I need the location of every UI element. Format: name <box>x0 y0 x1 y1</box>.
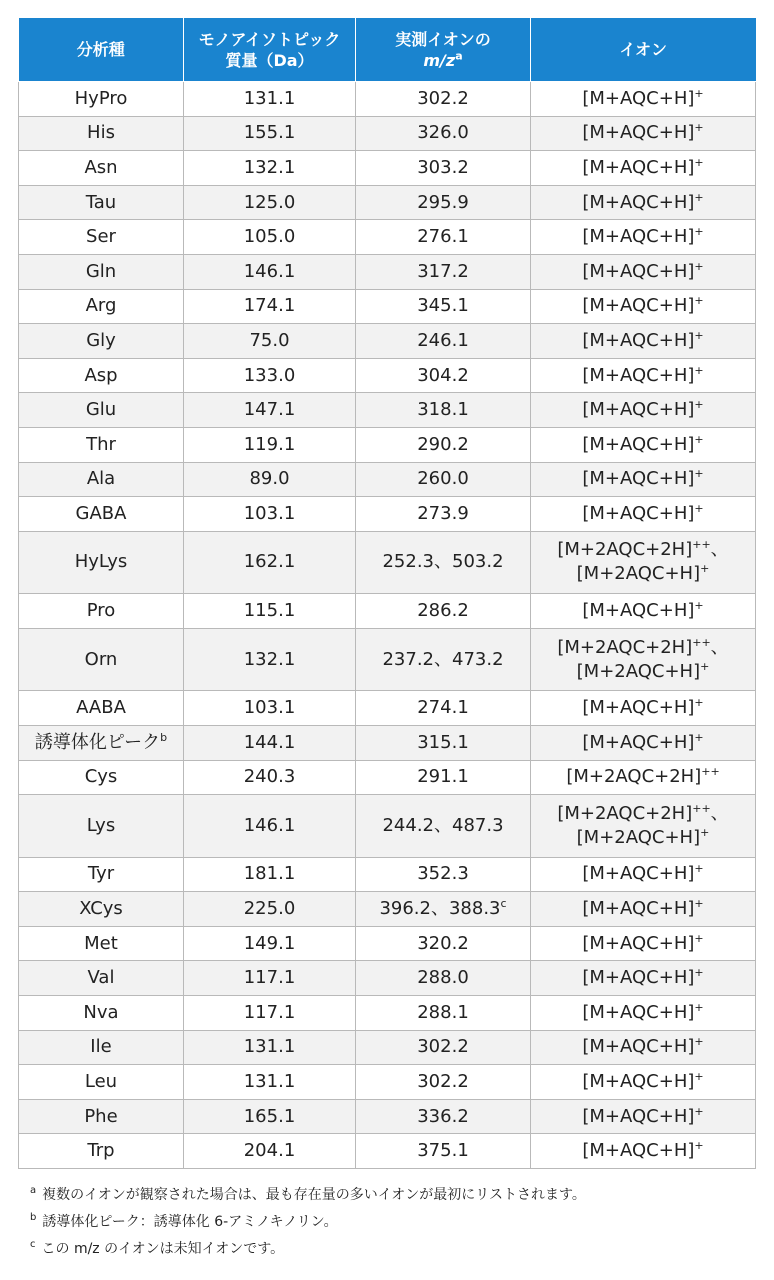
ion-formula: [M+AQC+H] <box>582 226 695 248</box>
cell-mz: 273.9 <box>356 497 531 532</box>
cell-ion <box>531 628 756 691</box>
analyte-name: HyLys <box>74 551 128 573</box>
cell-analyte <box>19 1134 184 1169</box>
ion-charge: + <box>694 966 704 980</box>
cell-ion <box>531 82 756 117</box>
cell-mass: 117.1 <box>184 995 356 1030</box>
cell-ion <box>531 324 756 359</box>
analyte-name: Gly <box>86 329 116 351</box>
analyte-name: AABA <box>76 697 126 719</box>
ion-formula: [M+AQC+H] <box>582 697 695 719</box>
cell-mass: 119.1 <box>184 427 356 462</box>
cell-analyte <box>19 725 184 760</box>
cell-mz: 291.1 <box>356 760 531 795</box>
cell-analyte <box>19 628 184 691</box>
ion-charge: + <box>694 931 704 945</box>
analyte-name: Pro <box>86 600 116 622</box>
table-row <box>19 358 756 393</box>
cell-ion <box>531 462 756 497</box>
cell-analyte <box>19 1065 184 1100</box>
cell-ion <box>531 220 756 255</box>
footnote <box>30 1240 750 1267</box>
cell-mass: 103.1 <box>184 691 356 726</box>
analyte-name: His <box>87 122 115 144</box>
ion-charge: + <box>694 328 704 342</box>
ion-charge: + <box>694 896 704 910</box>
cell-analyte <box>19 289 184 324</box>
cell-ion <box>531 289 756 324</box>
cell-mz: 290.2 <box>356 427 531 462</box>
cell-mz: 303.2 <box>356 151 531 186</box>
cell-mz: 244.2、487.3 <box>356 795 531 858</box>
ion-charge-secondary: + <box>700 659 710 673</box>
ion-formula: [M+AQC+H] <box>582 1001 695 1023</box>
ion-formula: [M+2AQC+2H] <box>566 766 702 788</box>
table-row <box>19 628 756 691</box>
footnote-mark: b <box>30 1212 37 1224</box>
cell-analyte <box>19 795 184 858</box>
ion-charge: + <box>694 730 704 744</box>
analyte-name: Glu <box>85 399 117 421</box>
ion-formula: [M+AQC+H] <box>582 731 695 753</box>
table-row <box>19 725 756 760</box>
ion-charge: + <box>694 225 704 239</box>
ion-formula: [M+2AQC+2H] <box>557 802 693 824</box>
cell-mass: 204.1 <box>184 1134 356 1169</box>
cell-analyte <box>19 427 184 462</box>
cell-ion <box>531 926 756 961</box>
header-mass-line2: 質量（Da） <box>225 50 314 70</box>
cell-analyte <box>19 1030 184 1065</box>
cell-mz: 288.0 <box>356 961 531 996</box>
cell-mz: 317.2 <box>356 254 531 289</box>
cell-mz: 315.1 <box>356 725 531 760</box>
footnote <box>30 1186 750 1213</box>
analyte-name: Cys <box>84 766 118 788</box>
ion-formula: [M+AQC+H] <box>582 260 695 282</box>
ion-charge: + <box>694 1139 704 1153</box>
header-mass-line1: モノアイソトピック <box>198 29 341 49</box>
ion-charge: + <box>694 294 704 308</box>
ion-charge: + <box>694 1069 704 1083</box>
ion-charge: + <box>694 259 704 273</box>
cell-ion <box>531 1099 756 1134</box>
ion-formula: [M+AQC+H] <box>582 87 695 109</box>
ion-charge: + <box>694 467 704 481</box>
analyte-name: Thr <box>86 433 116 455</box>
ion-formula: [M+AQC+H] <box>582 932 695 954</box>
ion-separator: 、 <box>710 802 729 824</box>
analyte-name: Ser <box>86 226 116 248</box>
ion-formula: [M+AQC+H] <box>582 863 695 885</box>
cell-analyte <box>19 760 184 795</box>
cell-mz: 288.1 <box>356 995 531 1030</box>
mz-footnote-mark: c <box>500 896 507 910</box>
footnote-mark: a <box>30 1185 37 1197</box>
cell-mass: 174.1 <box>184 289 356 324</box>
analyte-name: GABA <box>75 502 127 524</box>
cell-mz: 276.1 <box>356 220 531 255</box>
cell-mass: 132.1 <box>184 628 356 691</box>
cell-mz: 274.1 <box>356 691 531 726</box>
cell-mz: 336.2 <box>356 1099 531 1134</box>
cell-mass: 125.0 <box>184 185 356 220</box>
cell-ion <box>531 725 756 760</box>
analyte-name: Ala <box>86 468 116 490</box>
cell-mass: 165.1 <box>184 1099 356 1134</box>
cell-mz: 246.1 <box>356 324 531 359</box>
table-row <box>19 116 756 151</box>
cell-mz: 320.2 <box>356 926 531 961</box>
ion-formula: [M+AQC+H] <box>582 122 695 144</box>
ion-formula: [M+AQC+H] <box>582 502 695 524</box>
analyte-name: Leu <box>84 1070 118 1092</box>
ion-charge: + <box>694 501 704 515</box>
ion-charge: + <box>694 1104 704 1118</box>
cell-mz: 326.0 <box>356 116 531 151</box>
cell-ion <box>531 185 756 220</box>
analyte-name: Tyr <box>87 863 115 885</box>
cell-mass: 89.0 <box>184 462 356 497</box>
cell-analyte <box>19 594 184 629</box>
cell-mass: 103.1 <box>184 497 356 532</box>
ion-charge: ++ <box>692 635 711 649</box>
cell-ion <box>531 1065 756 1100</box>
cell-analyte <box>19 857 184 892</box>
ion-charge-secondary: + <box>700 825 710 839</box>
analyte-name: Asp <box>84 364 118 386</box>
cell-mz: 295.9 <box>356 185 531 220</box>
cell-mass: 240.3 <box>184 760 356 795</box>
table-row <box>19 462 756 497</box>
cell-analyte <box>19 995 184 1030</box>
ion-formula: [M+AQC+H] <box>582 897 695 919</box>
ion-formula: [M+AQC+H] <box>582 600 695 622</box>
ion-formula: [M+AQC+H] <box>582 295 695 317</box>
cell-mz: 286.2 <box>356 594 531 629</box>
table-row <box>19 795 756 858</box>
ion-charge: + <box>694 1000 704 1014</box>
cell-analyte <box>19 324 184 359</box>
footnote-text: 複数のイオンが観察された場合は、最も存在量の多いイオンが最初にリストされます。 <box>42 1187 586 1203</box>
cell-analyte <box>19 393 184 428</box>
analyte-name: Lys <box>86 814 116 836</box>
ion-formula-secondary: [M+2AQC+H] <box>576 660 701 682</box>
ion-formula: [M+AQC+H] <box>582 1105 695 1127</box>
table-row <box>19 1065 756 1100</box>
analyte-name: Tau <box>85 191 117 213</box>
ion-charge: + <box>694 86 704 100</box>
cell-analyte <box>19 1099 184 1134</box>
table-row <box>19 691 756 726</box>
cell-ion <box>531 1134 756 1169</box>
analyte-name: Nva <box>83 1001 119 1023</box>
ion-separator: 、 <box>710 539 729 561</box>
analyte-name: Met <box>84 932 118 954</box>
cell-mass: 181.1 <box>184 857 356 892</box>
table-row <box>19 254 756 289</box>
cell-ion <box>531 393 756 428</box>
header-mz-footnote-mark: a <box>455 49 463 63</box>
ion-formula: [M+2AQC+2H] <box>557 539 693 561</box>
footnotes <box>30 1186 750 1267</box>
table-row <box>19 926 756 961</box>
table-row <box>19 1030 756 1065</box>
cell-ion <box>531 531 756 594</box>
cell-analyte <box>19 82 184 117</box>
cell-mass: 131.1 <box>184 1030 356 1065</box>
header-mz-line2: m/z <box>423 50 456 70</box>
cell-mass: 105.0 <box>184 220 356 255</box>
analyte-name: Asn <box>84 156 118 178</box>
ion-charge: ++ <box>692 538 711 552</box>
cell-mass: 146.1 <box>184 254 356 289</box>
analyte-name: Val <box>87 967 115 989</box>
cell-mz: 352.3 <box>356 857 531 892</box>
cell-mass: 162.1 <box>184 531 356 594</box>
cell-mass: 117.1 <box>184 961 356 996</box>
analyte-name: XCys <box>79 897 123 919</box>
ion-charge: + <box>694 398 704 412</box>
cell-mass: 225.0 <box>184 892 356 927</box>
cell-mass: 131.1 <box>184 1065 356 1100</box>
cell-mass: 155.1 <box>184 116 356 151</box>
table-row <box>19 220 756 255</box>
analyte-table <box>18 18 756 1169</box>
cell-ion <box>531 892 756 927</box>
header-analyte: 分析種 <box>19 18 184 82</box>
ion-charge: + <box>694 121 704 135</box>
ion-charge: + <box>694 190 704 204</box>
ion-formula: [M+AQC+H] <box>582 191 695 213</box>
table-row <box>19 594 756 629</box>
table-row <box>19 892 756 927</box>
ion-charge: + <box>694 599 704 613</box>
table-row <box>19 289 756 324</box>
footnote <box>30 1213 750 1240</box>
ion-charge: + <box>694 432 704 446</box>
cell-mz: 260.0 <box>356 462 531 497</box>
ion-formula-secondary: [M+2AQC+H] <box>576 563 701 585</box>
cell-analyte <box>19 185 184 220</box>
table-row <box>19 82 756 117</box>
table-row <box>19 427 756 462</box>
cell-ion <box>531 427 756 462</box>
cell-ion <box>531 857 756 892</box>
cell-mz: 304.2 <box>356 358 531 393</box>
cell-mz: 345.1 <box>356 289 531 324</box>
cell-ion <box>531 116 756 151</box>
cell-ion <box>531 1030 756 1065</box>
cell-mass: 115.1 <box>184 594 356 629</box>
header-ion: イオン <box>531 18 756 82</box>
footnote-text: この m/z のイオンは未知イオンです。 <box>41 1241 285 1257</box>
table-row <box>19 857 756 892</box>
ion-formula: [M+AQC+H] <box>582 967 695 989</box>
cell-mz: 318.1 <box>356 393 531 428</box>
analyte-name: Orn <box>84 648 118 670</box>
cell-mz: 375.1 <box>356 1134 531 1169</box>
table-row <box>19 393 756 428</box>
cell-mass: 149.1 <box>184 926 356 961</box>
cell-analyte <box>19 961 184 996</box>
cell-analyte <box>19 691 184 726</box>
cell-ion <box>531 497 756 532</box>
ion-charge: + <box>694 1035 704 1049</box>
ion-formula: [M+AQC+H] <box>582 156 695 178</box>
cell-mass: 132.1 <box>184 151 356 186</box>
ion-charge: + <box>694 363 704 377</box>
ion-charge-secondary: + <box>700 562 710 576</box>
cell-mz: 302.2 <box>356 1030 531 1065</box>
cell-mz: 396.2、388.3$^c$ <box>356 892 531 927</box>
cell-ion <box>531 358 756 393</box>
cell-mass: 147.1 <box>184 393 356 428</box>
ion-formula: [M+AQC+H] <box>582 399 695 421</box>
table-header-row <box>19 18 756 82</box>
table-row <box>19 1134 756 1169</box>
ion-separator: 、 <box>710 636 729 658</box>
cell-mz: 302.2 <box>356 82 531 117</box>
table-row <box>19 995 756 1030</box>
footnote-text: 誘導体化ピーク：誘導体化 6-アミノキノリン。 <box>42 1214 338 1230</box>
ion-charge: + <box>694 696 704 710</box>
cell-analyte <box>19 358 184 393</box>
cell-ion <box>531 594 756 629</box>
ion-formula: [M+AQC+H] <box>582 1140 695 1162</box>
analyte-name: Ile <box>90 1036 112 1058</box>
analyte-footnote-mark: b <box>160 730 168 744</box>
cell-analyte <box>19 497 184 532</box>
analyte-name: 誘導体化ピーク <box>34 731 161 753</box>
table-row <box>19 531 756 594</box>
cell-ion <box>531 760 756 795</box>
cell-analyte <box>19 531 184 594</box>
ion-charge: + <box>694 155 704 169</box>
ion-formula: [M+AQC+H] <box>582 1070 695 1092</box>
cell-mass: 131.1 <box>184 82 356 117</box>
cell-analyte <box>19 254 184 289</box>
cell-analyte <box>19 892 184 927</box>
table-row <box>19 961 756 996</box>
table-row <box>19 497 756 532</box>
header-observed-mz <box>356 18 531 82</box>
ion-charge: ++ <box>701 765 720 779</box>
cell-mz: 302.2 <box>356 1065 531 1100</box>
cell-mz: 237.2、473.2 <box>356 628 531 691</box>
ion-charge: ++ <box>692 801 711 815</box>
analyte-name: Phe <box>84 1105 118 1127</box>
cell-mass: 133.0 <box>184 358 356 393</box>
analyte-name: Arg <box>85 295 117 317</box>
cell-analyte <box>19 462 184 497</box>
cell-mass: 75.0 <box>184 324 356 359</box>
cell-mass: 146.1 <box>184 795 356 858</box>
cell-ion <box>531 961 756 996</box>
footnote-mark: c <box>30 1239 36 1251</box>
cell-ion <box>531 151 756 186</box>
ion-formula: [M+AQC+H] <box>582 433 695 455</box>
ion-formula: [M+AQC+H] <box>582 1036 695 1058</box>
cell-analyte <box>19 151 184 186</box>
analyte-name: Gln <box>85 260 117 282</box>
analyte-name: Trp <box>87 1140 115 1162</box>
ion-charge: + <box>694 862 704 876</box>
cell-mass: 144.1 <box>184 725 356 760</box>
cell-analyte <box>19 116 184 151</box>
analyte-name: HyPro <box>74 87 128 109</box>
cell-analyte <box>19 220 184 255</box>
ion-formula: [M+AQC+H] <box>582 468 695 490</box>
header-mz-line1: 実測イオンの <box>395 29 491 49</box>
ion-formula: [M+2AQC+2H] <box>557 636 693 658</box>
ion-formula-secondary: [M+2AQC+H] <box>576 826 701 848</box>
table-row <box>19 1099 756 1134</box>
ion-formula: [M+AQC+H] <box>582 329 695 351</box>
cell-ion <box>531 995 756 1030</box>
cell-ion <box>531 795 756 858</box>
table-row <box>19 324 756 359</box>
cell-analyte <box>19 926 184 961</box>
cell-mz: 252.3、503.2 <box>356 531 531 594</box>
table-row <box>19 151 756 186</box>
table-row <box>19 760 756 795</box>
ion-formula: [M+AQC+H] <box>582 364 695 386</box>
cell-ion <box>531 254 756 289</box>
header-monoisotopic-mass <box>184 18 356 82</box>
cell-ion <box>531 691 756 726</box>
table-row <box>19 185 756 220</box>
